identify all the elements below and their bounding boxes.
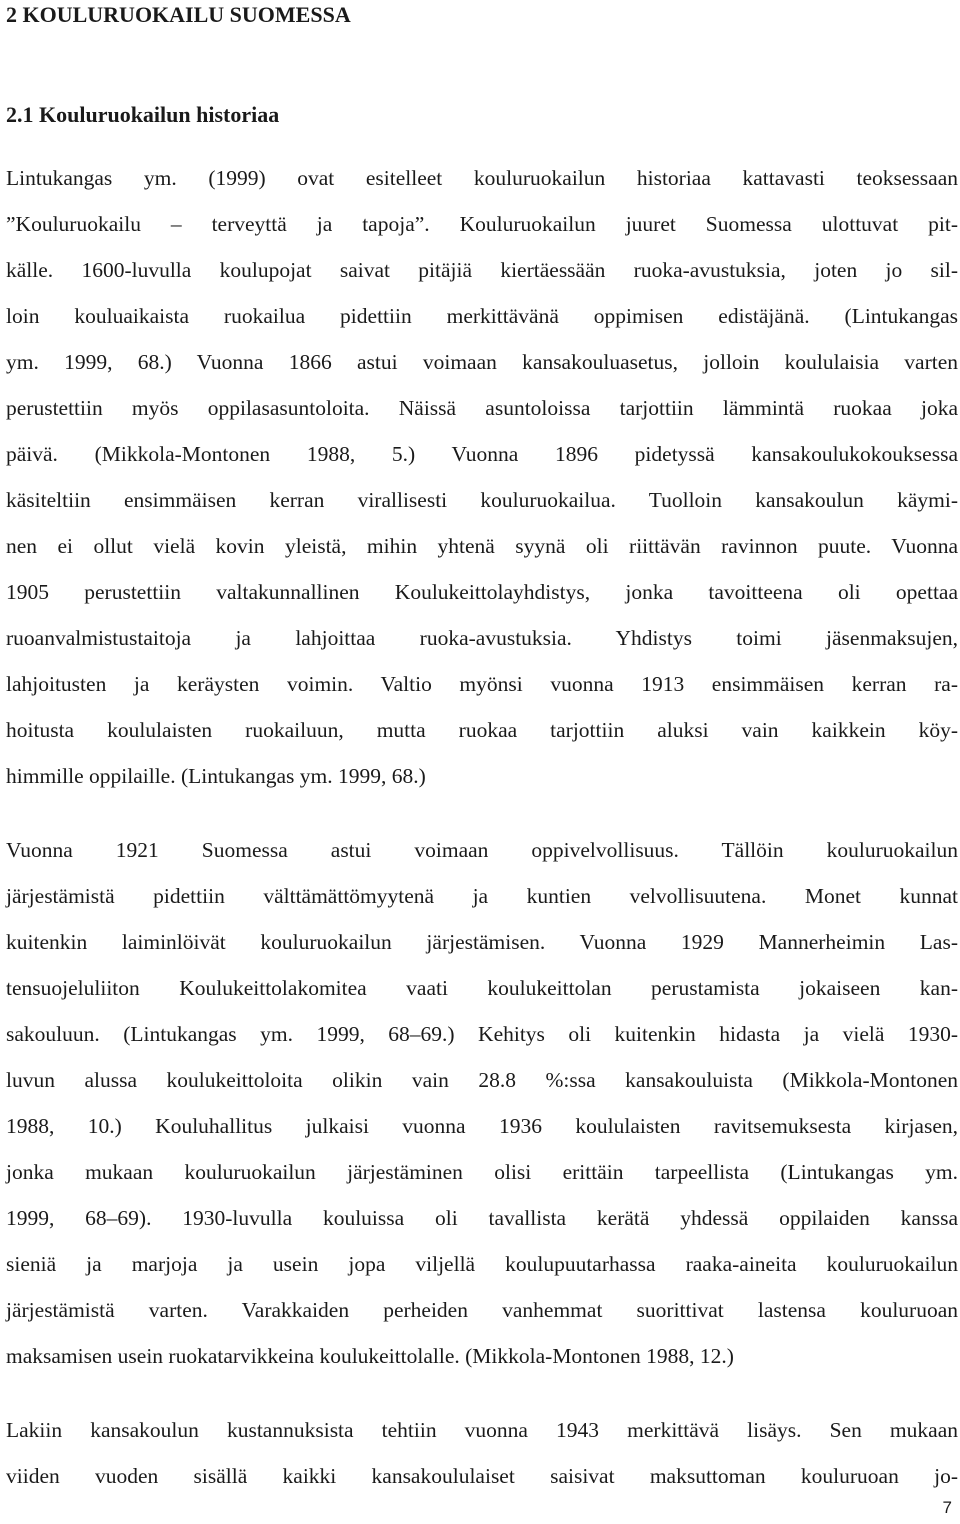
text-line: jonka mukaan kouluruokailun järjestäminen olisi erittäin tarpeellista (Lintukangas ym. — [6, 1160, 958, 1184]
text-line: ym. 1999, 68.) Vuonna 1866 astui voimaan kansakouluasetus, jolloin koululaisia varten — [6, 350, 958, 374]
section-heading: 2.1 Kouluruokailun historiaa — [6, 102, 280, 127]
text-line: viiden vuoden sisällä kaikki kansakoululaiset saisivat maksuttoman kouluruoan jo- — [6, 1464, 958, 1488]
text-line: sakouluun. (Lintukangas ym. 1999, 68–69.) Kehitys oli kuitenkin hidasta ja vielä 1930- — [6, 1022, 958, 1046]
text-line: nen ei ollut vielä kovin yleistä, mihin yhtenä syynä oli riittävän ravinnon puute. Vuonna — [6, 534, 958, 558]
chapter-heading: 2 KOULURUOKAILU SUOMESSA — [6, 2, 351, 27]
text-line: hoitusta koululaisten ruokailuun, mutta ruokaa tarjottiin aluksi vain kaikkein köy- — [6, 718, 958, 742]
text-line: järjestämistä varten. Varakkaiden perheiden vanhemmat suorittivat lastensa kouluruoan — [6, 1298, 958, 1322]
text-line: järjestämistä pidettiin välttämättömyytenä ja kuntien velvollisuutena. Monet kunnat — [6, 884, 958, 908]
text-line: 1999, 68–69). 1930-luvulla kouluissa oli tavallista kerätä yhdessä oppilaiden kanssa — [6, 1206, 958, 1230]
paragraph-law-1943 — [6, 1407, 958, 1499]
page-number: 7 — [942, 1498, 952, 1517]
text-line: käsiteltiin ensimmäisen kerran virallisesti kouluruokailua. Tuolloin kansakoulun käymi- — [6, 488, 958, 512]
text-line: Lakiin kansakoulun kustannuksista tehtiin vuonna 1943 merkittävä lisäys. Sen mukaan — [6, 1418, 958, 1442]
text-line: sieniä ja marjoja ja usein jopa viljellä koulupuutarhassa raaka-aineita kouluruokailun — [6, 1252, 958, 1276]
text-line: ”Kouluruokailu – terveyttä ja tapoja”. Kouluruokailun juuret Suomessa ulottuvat pit- — [6, 212, 958, 236]
text-line: tensuojeluliiton Koulukeittolakomitea vaati koulukeittolan perustamista jokaiseen kan- — [6, 976, 958, 1000]
text-line: 1988, 10.) Kouluhallitus julkaisi vuonna 1936 koululaisten ravitsemuksesta kirjasen, — [6, 1114, 958, 1138]
text-line: luvun alussa koulukeittoloita olikin vain 28.8 %:ssa kansakouluista (Mikkola-Montonen — [6, 1068, 958, 1092]
text-line: kuitenkin laiminlöivät kouluruokailun järjestämisen. Vuonna 1929 Mannerheimin Las- — [6, 930, 958, 954]
text-line: päivä. (Mikkola-Montonen 1988, 5.) Vuonna 1896 pidetyssä kansakoulukokouksessa — [6, 442, 958, 466]
text-line: himmille oppilaille. (Lintukangas ym. 1999, 68.) — [6, 764, 426, 788]
text-line: Lintukangas ym. (1999) ovat esitelleet kouluruokailun historiaa kattavasti teoksessaan — [6, 166, 958, 190]
text-line: ruoanvalmistustaitoja ja lahjoittaa ruoka-avustuksia. Yhdistys toimi jäsenmaksujen, — [6, 626, 958, 650]
paragraph-history-early — [6, 155, 958, 799]
text-line: maksamisen usein ruokatarvikkeina koulukeittolalle. (Mikkola-Montonen 1988, 12.) — [6, 1344, 734, 1368]
text-line: lahjoitusten ja keräysten voimin. Valtio myönsi vuonna 1913 ensimmäisen kerran ra- — [6, 672, 958, 696]
text-line: källe. 1600-luvulla koulupojat saivat pitäjiä kiertäessään ruoka-avustuksia, joten jo sil- — [6, 258, 958, 282]
text-line: loin kouluaikaista ruokailua pidettiin merkittävänä oppimisen edistäjänä. (Lintukangas — [6, 304, 958, 328]
text-line: 1905 perustettiin valtakunnallinen Koulukeittolayhdistys, jonka tavoitteena oli opettaa — [6, 580, 958, 604]
text-line: perustettiin myös oppilasasuntoloita. Näissä asuntoloissa tarjottiin lämmintä ruokaa joka — [6, 396, 958, 420]
paragraph-compulsory-education — [6, 827, 958, 1379]
text-line: Vuonna 1921 Suomessa astui voimaan oppivelvollisuus. Tällöin kouluruokailun — [6, 838, 958, 862]
